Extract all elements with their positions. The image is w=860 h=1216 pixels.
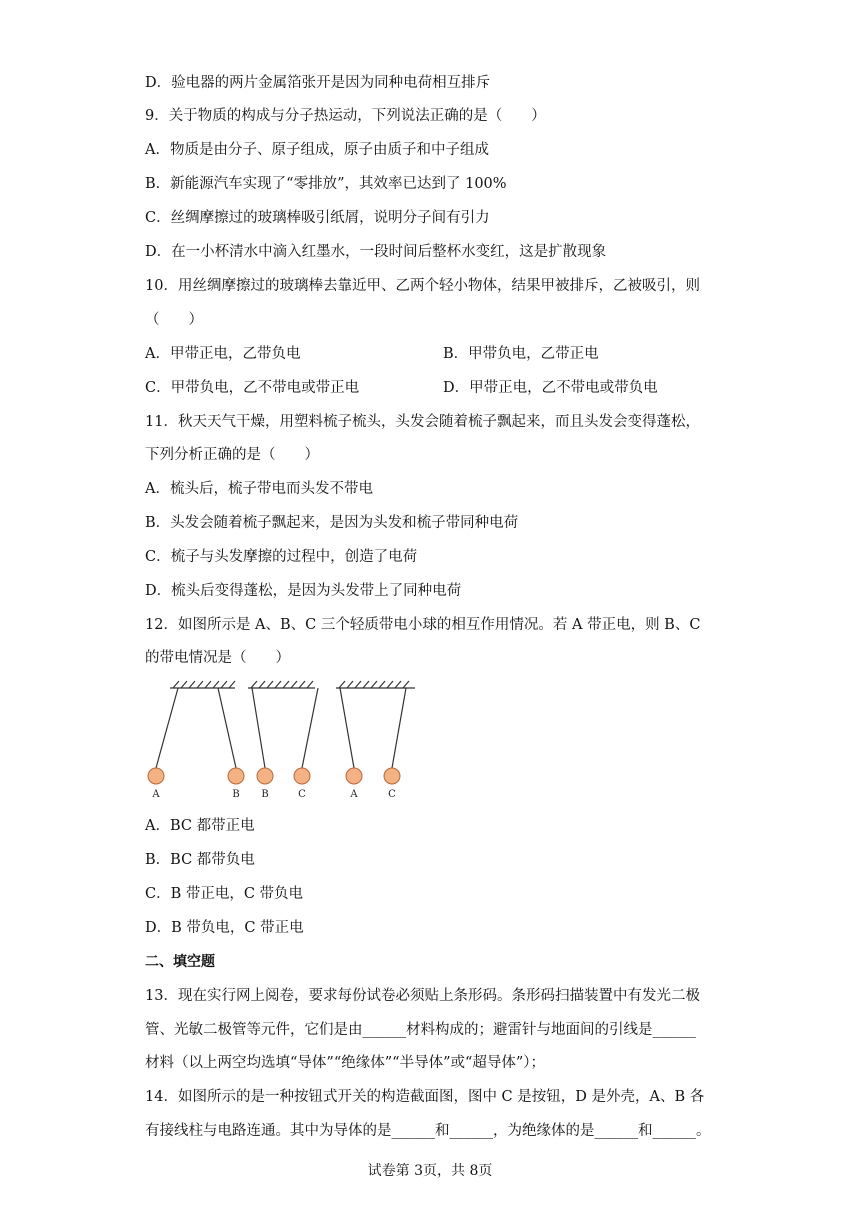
q13-line2: 管、光敏二极管等元件，它们是由______材料构成的；避雷针与地面间的引线是______ (145, 1022, 696, 1038)
ball-c2 (294, 768, 310, 784)
label-c3: C (388, 789, 396, 800)
q11-stem-line2: 下列分析正确的是（ ） (145, 447, 319, 463)
thread-c2 (302, 688, 318, 768)
q14-line2: 有接线柱与电路连通。其中为导体的是______和______，为绝缘体的是______和______。 (145, 1123, 711, 1139)
hatch-2 (251, 681, 313, 688)
ball-b1 (228, 768, 244, 784)
q11-option-a: A．梳头后，梳子带电而头发不带电 (145, 481, 373, 497)
page-footer: 试卷第 3页，共 8页 (367, 1163, 493, 1179)
q10-stem-line2: （ ） (145, 312, 203, 328)
thread-b1 (218, 688, 236, 768)
label-a1: A (152, 789, 160, 800)
charged-balls-figure (140, 676, 430, 806)
q12-stem-line1: 12．如图所示是 A、B、C 三个轻质带电小球的相互作用情况。若 A 带正电，则 B、C (145, 617, 701, 633)
ball-b2 (257, 768, 273, 784)
label-b1: B (232, 789, 240, 800)
q14-line1: 14．如图所示的是一种按钮式开关的构造截面图，图中 C 是按钮，D 是外壳，A、B 各 (145, 1089, 705, 1105)
ball-a3 (346, 768, 362, 784)
label-a3: A (350, 789, 358, 800)
q8-option-d: D．验电器的两片金属箔张开是因为同种电荷相互排斥 (145, 75, 491, 91)
q12-option-a: A．BC 都带正电 (145, 818, 255, 834)
q10-stem-line1: 10．用丝绸摩擦过的玻璃棒去靠近甲、乙两个轻小物体，结果甲被排斥，乙被吸引，则 (145, 278, 700, 294)
thread-a1 (156, 688, 178, 768)
q9-option-c: C．丝绸摩擦过的玻璃棒吸引纸屑，说明分子间有引力 (145, 210, 490, 226)
q10-option-b: B．甲带负电，乙带正电 (443, 346, 599, 362)
hatch-1 (173, 681, 235, 688)
q9-stem: 9．关于物质的构成与分子热运动，下列说法正确的是（ ） (145, 108, 546, 124)
q11-option-c: C．梳子与头发摩擦的过程中，创造了电荷 (145, 549, 418, 565)
q10-option-d: D．甲带正电，乙不带电或带负电 (443, 380, 658, 396)
q10-option-c: C．甲带负电，乙不带电或带正电 (145, 380, 360, 396)
q12-stem-line2: 的带电情况是（ ） (145, 650, 290, 666)
q12-option-c: C．B 带正电，C 带负电 (145, 886, 304, 902)
hatch-3 (339, 681, 409, 688)
thread-a3 (340, 688, 354, 768)
q11-option-b: B．头发会随着梳子飘起来，是因为头发和梳子带同种电荷 (145, 515, 519, 531)
label-b2: B (261, 789, 269, 800)
q11-stem-line1: 11．秋天天气干燥，用塑料梳子梳头，头发会随着梳子飘起来，而且头发会变得蓬松， (145, 414, 700, 430)
q12-option-b: B．BC 都带负电 (145, 852, 255, 868)
label-c2: C (298, 789, 306, 800)
ball-c3 (384, 768, 400, 784)
q10-option-a: A．甲带正电，乙带负电 (145, 346, 301, 362)
thread-c3 (392, 688, 406, 768)
q12-option-d: D．B 带负电，C 带正电 (145, 920, 304, 936)
q9-option-a: A．物质是由分子、原子组成，原子由质子和中子组成 (145, 142, 489, 158)
q11-option-d: D．梳头后变得蓬松，是因为头发带上了同种电荷 (145, 583, 462, 599)
ball-a1 (148, 768, 164, 784)
q9-option-b: B．新能源汽车实现了“零排放”，其效率已达到了 100% (145, 176, 507, 192)
thread-b2 (252, 688, 265, 768)
q9-option-d: D．在一小杯清水中滴入红墨水，一段时间后整杯水变红，这是扩散现象 (145, 244, 607, 260)
section-title: 二、填空题 (145, 954, 215, 970)
q13-line1: 13．现在实行网上阅卷，要求每份试卷必须贴上条形码。条形码扫描装置中有发光二极 (145, 988, 700, 1004)
q13-line3: 材料（以上两空均选填“导体”“绝缘体”“半导体”或“超导体”）； (145, 1055, 546, 1071)
